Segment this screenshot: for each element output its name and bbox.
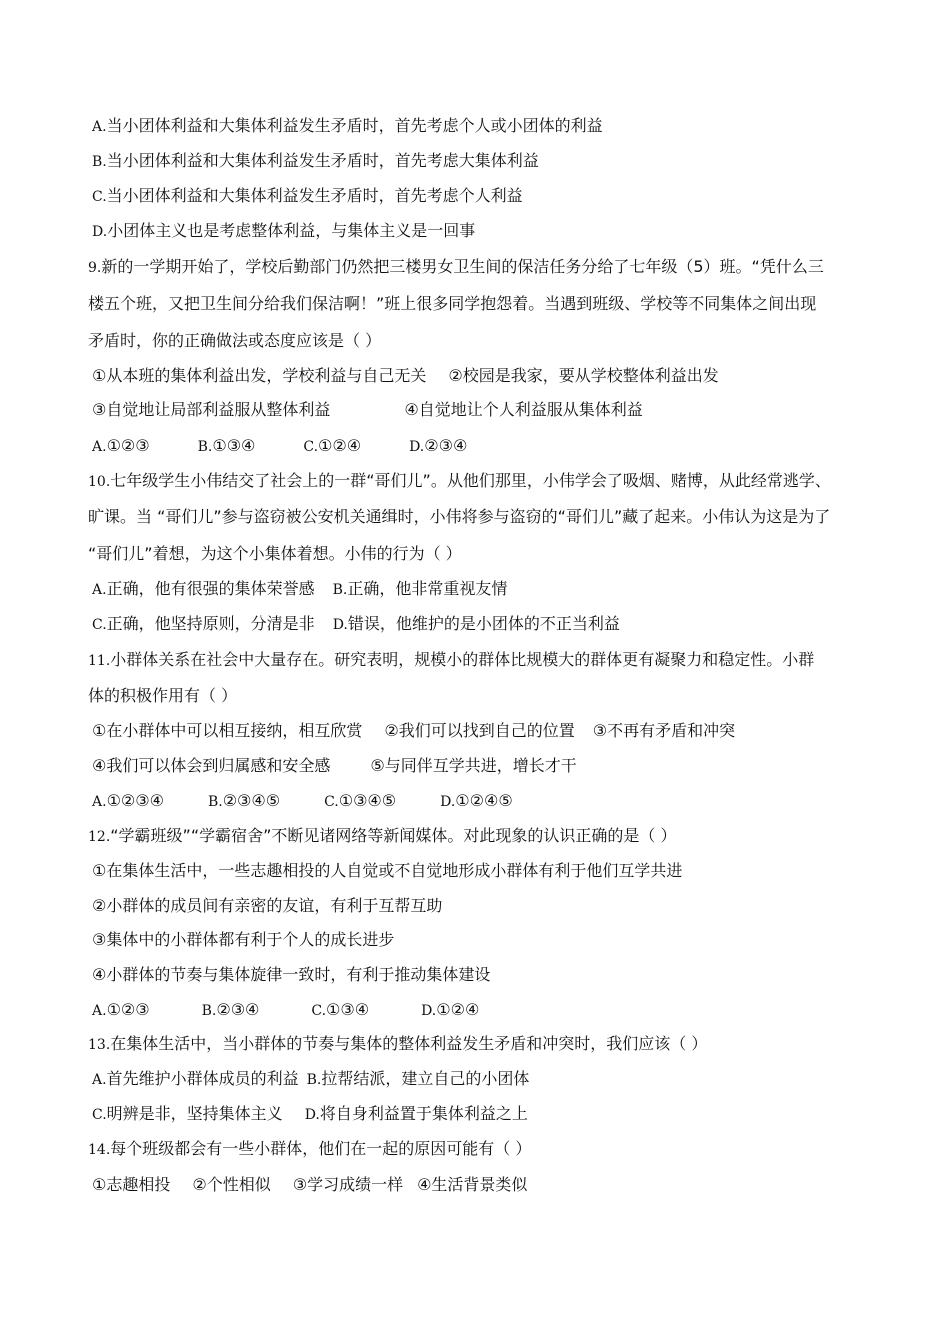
statement: ④我们可以体会到归属感和安全感	[92, 756, 331, 775]
q10-options-row2	[92, 614, 620, 635]
question-number: 12.	[88, 829, 111, 845]
option-label: C.	[92, 617, 107, 633]
question-number: 10.	[88, 474, 111, 490]
q11-stem-line1	[88, 650, 814, 671]
option-label: B.	[197, 439, 213, 455]
option-text: 正确，他非常重视友情	[347, 579, 508, 598]
option-label: D.	[421, 1003, 437, 1019]
option-label: B.	[332, 582, 348, 598]
q14-statements	[92, 1175, 527, 1195]
statement: ②我们可以找到自己的位置	[384, 721, 575, 740]
q11-options	[92, 791, 513, 812]
q13-stem-line1	[88, 1034, 707, 1055]
q14-stem-line1	[88, 1139, 531, 1160]
statement: ③自觉地让局部利益服从整体利益	[92, 400, 331, 419]
option-label: A.	[92, 794, 107, 810]
option-text: 首先维护小群体成员的利益	[106, 1069, 299, 1088]
statement: ②个性相似	[192, 1175, 271, 1194]
question-stem: 在集体生活中，当小群体的节奏与集体的整体利益发生矛盾和冲突时，我们应该（ ）	[110, 1034, 708, 1053]
q12-options	[92, 1000, 479, 1021]
option-text: 错误，他维护的是小团体的不正当利益	[347, 614, 620, 633]
option-label: D.	[409, 439, 425, 455]
question-number: 9.	[88, 260, 102, 276]
option-text: ②③④⑤	[222, 791, 281, 810]
option-label: C.	[92, 189, 107, 205]
q8-option-b	[92, 151, 539, 172]
option-label: C.	[324, 794, 339, 810]
option-text: 当小团体利益和大集体利益发生矛盾时，首先考虑个人或小团体的利益	[106, 116, 603, 135]
option-text: ②③④	[424, 436, 468, 455]
option-label: B.	[306, 1072, 322, 1088]
option-label: C.	[303, 439, 319, 455]
option-text: ②③④	[216, 1000, 260, 1019]
option-label: D.	[440, 794, 456, 810]
q12-statement-1: ①在集体生活中，一些志趣相投的人自觉或不自觉地形成小群体有利于他们互学共进	[92, 861, 683, 880]
option-text: 当小团体利益和大集体利益发生矛盾时，首先考虑个人利益	[106, 186, 523, 205]
option-text: 明辨是非，坚持集体主义	[106, 1104, 283, 1123]
option-label: A.	[92, 1003, 107, 1019]
statement: ①在小群体中可以相互接纳，相互欣赏	[92, 721, 363, 740]
question-number: 14.	[88, 1142, 111, 1158]
q13-options-row1	[92, 1069, 529, 1090]
q12-statement-4: ④小群体的节奏与集体旋律一致时，有利于推动集体建设	[92, 965, 491, 984]
statement: ③不再有矛盾和冲突	[592, 721, 736, 740]
question-number: 13.	[88, 1037, 111, 1053]
statement: ①从本班的集体利益出发，学校利益与自己无关	[92, 366, 427, 385]
question-stem: 每个班级都会有一些小群体，他们在一起的原因可能有（ ）	[110, 1139, 532, 1158]
q10-stem-line2: 旷课。当 “哥们儿”参与盗窃被公安机关通缉时，小伟将参与盗窃的“哥们儿”藏了起来。小伟认为这是为了	[88, 507, 831, 526]
question-stem: “学霸班级”“学霸宿舍”不断见诸网络等新闻媒体。对此现象的认识正确的是（ ）	[110, 826, 677, 845]
question-stem: 七年级学生小伟结交了社会上的一群“哥们儿”。从他们那里，小伟学会了吸烟、赌博，从此经常逃学、	[110, 471, 831, 490]
option-label: B.	[201, 1003, 217, 1019]
q12-statement-2: ②小群体的成员间有亲密的友谊，有利于互帮互助	[92, 896, 443, 915]
q8-option-c	[92, 186, 523, 207]
option-label: C.	[92, 1107, 107, 1123]
option-text: 拉帮结派，建立自己的小团体	[321, 1069, 530, 1088]
q12-stem-line1	[88, 826, 677, 847]
statement: ④自觉地让个人利益服从集体利益	[404, 400, 643, 419]
statement: ①志趣相投	[92, 1175, 171, 1194]
q11-statements-row1	[92, 721, 735, 741]
option-label: D.	[92, 224, 108, 240]
q9-stem-line2: 楼五个班，又把卫生间分给我们保洁啊！”班上很多同学抱怨着。当遇到班级、学校等不同集体之间出现	[88, 294, 817, 313]
option-text: ①②③④	[106, 791, 164, 810]
option-text: 正确，他有很强的集体荣誉感	[106, 579, 315, 598]
statement: ③学习成绩一样	[292, 1175, 404, 1194]
option-text: ①②④⑤	[455, 791, 513, 810]
question-number: 11.	[88, 653, 111, 669]
option-text: ①②③	[106, 436, 150, 455]
option-label: D.	[304, 1107, 320, 1123]
option-text: ①③④⑤	[338, 791, 397, 810]
question-stem: 新的一学期开始了，学校后勤部门仍然把三楼男女卫生间的保洁任务分给了七年级（5）班。“凭什么三	[101, 257, 824, 276]
q11-stem-line2: 体的积极作用有（ ）	[88, 686, 238, 705]
statement: ④生活背景类似	[417, 1175, 528, 1194]
q12-statement-3: ③集体中的小群体都有利于个人的成长进步	[92, 930, 395, 949]
q9-stem-line1	[88, 257, 824, 278]
statement: ⑤与同伴互学共进，增长才干	[370, 756, 577, 775]
option-label: A.	[92, 1072, 107, 1088]
q13-options-row2	[92, 1104, 528, 1125]
option-label: A.	[92, 439, 107, 455]
option-text: ①②③	[106, 1000, 150, 1019]
q10-options-row1	[92, 579, 507, 600]
option-text: ①②④	[436, 1000, 480, 1019]
option-label: C.	[311, 1003, 327, 1019]
q9-statements-row1	[92, 366, 719, 386]
option-label: B.	[92, 154, 107, 170]
option-label: D.	[332, 617, 348, 633]
option-text: 将自身利益置于集体利益之上	[319, 1104, 528, 1123]
statement: ②校园是我家，要从学校整体利益出发	[448, 366, 719, 385]
option-text: ①③④	[326, 1000, 370, 1019]
q9-statements-row2	[92, 400, 643, 420]
q11-statements-row2	[92, 756, 577, 776]
option-text: ①③④	[212, 436, 256, 455]
option-text: 当小团体利益和大集体利益发生矛盾时，首先考虑大集体利益	[106, 151, 539, 170]
option-text: 正确，他坚持原则，分清是非	[106, 614, 315, 633]
question-stem: 小群体关系在社会中大量存在。研究表明，规模小的群体比规模大的群体更有凝聚力和稳定性。小群	[110, 650, 815, 669]
option-label: B.	[207, 794, 223, 810]
q10-stem-line1	[88, 471, 831, 492]
q9-stem-line3: 矛盾时，你的正确做法或态度应该是（ ）	[88, 331, 382, 350]
option-text: 小团体主义也是考虑整体利益，与集体主义是一回事	[107, 221, 476, 240]
q8-option-d	[92, 221, 475, 242]
option-text: ①②④	[318, 436, 362, 455]
q9-options	[92, 436, 467, 457]
option-label: A.	[92, 582, 107, 598]
option-label: A.	[92, 119, 107, 135]
q8-option-a	[92, 116, 603, 137]
q10-stem-line3: “哥们儿”着想，为这个小集体着想。小伟的行为（ ）	[88, 544, 462, 563]
